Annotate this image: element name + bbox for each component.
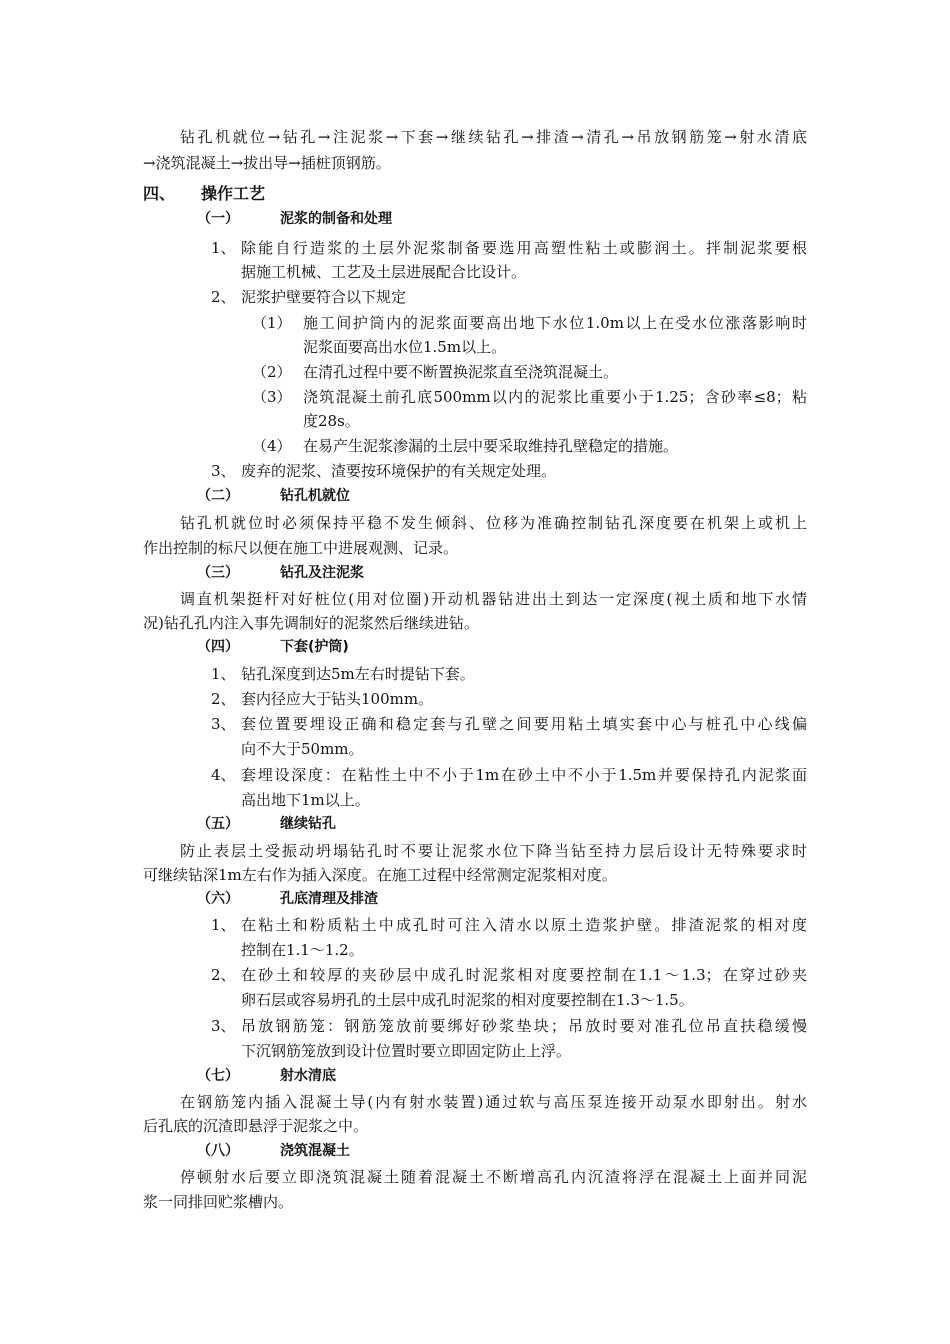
subsection-4-title: 下套(护筒) xyxy=(280,639,349,655)
intro-line-2: →浇筑混凝土→拔出导→插桩顶钢筋。 xyxy=(143,154,391,172)
subsection-1-title: 泥浆的制备和处理 xyxy=(280,211,392,227)
item-number: 4、 xyxy=(211,766,236,784)
subsection-8-number: （八） xyxy=(197,1143,239,1159)
paragraph-line: 调直机架挺杆对好桩位(用对位圈)开动机器钻进出土到达一定深度(视土质和地下水情 xyxy=(180,590,807,608)
subitem-number: （2） xyxy=(252,363,292,381)
subsection-7-title: 射水清底 xyxy=(280,1068,336,1084)
item-number: 3、 xyxy=(211,715,236,733)
subsection-1-number: （一） xyxy=(197,211,239,227)
item-text: 在砂土和较厚的夹砂层中成孔时泥浆相对度要控制在1.1～1.3；在穿过砂夹 xyxy=(241,966,807,984)
paragraph-line: 浆一同排回贮浆槽内。 xyxy=(143,1193,294,1211)
subitem-number: （3） xyxy=(252,388,292,406)
section-title: 操作工艺 xyxy=(201,184,266,203)
subsection-7-number: （七） xyxy=(197,1068,239,1084)
item-text: 向不大于50mm。 xyxy=(241,740,364,758)
paragraph-line: 在钢筋笼内插入混凝土导(内有射水装置)通过软与高压泵连接开动泵水即射出。射水 xyxy=(180,1093,807,1111)
subitem-number: （1） xyxy=(252,314,292,332)
subsection-6-number: （六） xyxy=(197,891,239,907)
item-text: 套埋设深度：在粘性土中不小于1m在砂土中不小于1.5m并要保持孔内泥浆面 xyxy=(241,766,807,784)
item-text: 高出地下1m以上。 xyxy=(241,791,370,809)
subitem-text: 施工间护筒内的泥浆面要高出地下水位1.0m以上在受水位涨落影响时 xyxy=(303,314,807,332)
item-text: 在粘土和粉质粘土中成孔时可注入清水以原土造浆护壁。排渣泥浆的相对度 xyxy=(241,916,807,934)
subsection-5-title: 继续钻孔 xyxy=(280,816,336,832)
item-number: 2、 xyxy=(211,288,236,306)
item-number: 2、 xyxy=(211,690,236,708)
item-text: 控制在1.1～1.2。 xyxy=(241,941,364,959)
item-text: 套位置要埋设正确和稳定套与孔壁之间要用粘土填实套中心与桩孔中心线偏 xyxy=(241,715,807,733)
item-text: 除能自行造浆的土层外泥浆制备要选用高塑性粘土或膨润土。拌制泥浆要根 xyxy=(241,239,807,257)
subitem-text: 浇筑混凝土前孔底500mm以内的泥浆比重要小于1.25；含砂率≤8；粘 xyxy=(303,388,807,406)
subsection-8-title: 浇筑混凝土 xyxy=(280,1143,350,1159)
item-text: 吊放钢筋笼：钢筋笼放前要绑好砂浆垫块；吊放时要对准孔位吊直扶稳缓慢 xyxy=(241,1017,807,1035)
subitem-text: 泥浆面要高出水位1.5m以上。 xyxy=(303,338,507,356)
item-number: 1、 xyxy=(211,916,236,934)
item-text: 卵石层或容易坍孔的土层中成孔时泥浆的相对度要控制在1.3～1.5。 xyxy=(241,991,694,1009)
subitem-text: 在清孔过程中要不断置换泥浆直至浇筑混凝土。 xyxy=(303,363,619,381)
paragraph-line: 可继续钻深1m左右作为插入深度。在施工过程中经常测定泥浆相对度。 xyxy=(143,866,617,884)
subsection-5-number: （五） xyxy=(197,816,239,832)
item-number: 2、 xyxy=(211,966,236,984)
item-text: 废弃的泥浆、渣要按环境保护的有关规定处理。 xyxy=(241,462,557,480)
paragraph-line: 防止表层土受振动坍塌钻孔时不要让泥浆水位下降当钻至持力层后设计无特殊要求时 xyxy=(180,842,807,860)
subsection-2-title: 钻孔机就位 xyxy=(280,488,350,504)
subsection-3-title: 钻孔及注泥浆 xyxy=(280,565,364,581)
subsection-2-number: （二） xyxy=(197,488,239,504)
item-text: 泥浆护壁要符合以下规定 xyxy=(241,288,407,306)
item-text: 钻孔深度到达5m左右时提钻下套。 xyxy=(241,665,475,683)
section-number: 四、 xyxy=(143,184,176,203)
item-text: 据施工机械、工艺及土层进展配合比设计。 xyxy=(241,263,527,281)
item-text: 下沉钢筋笼放到设计位置时要立即固定防止上浮。 xyxy=(241,1042,572,1060)
item-number: 1、 xyxy=(211,665,236,683)
subitem-text: 度28s。 xyxy=(303,412,360,430)
paragraph-line: 钻孔机就位时必须保持平稳不发生倾斜、位移为准确控制钻孔深度要在机架上或机上 xyxy=(180,514,807,532)
intro-line-1: 钻孔机就位→钻孔→注泥浆→下套→继续钻孔→排渣→清孔→吊放钢筋笼→射水清底 xyxy=(180,128,807,146)
paragraph-line: 况)钻孔孔内注入事先调制好的泥浆然后继续进钻。 xyxy=(143,614,479,632)
item-number: 3、 xyxy=(211,1017,236,1035)
paragraph-line: 后孔底的沉渣即悬浮于泥浆之中。 xyxy=(143,1117,369,1135)
item-number: 1、 xyxy=(211,239,236,257)
item-text: 套内径应大于钻头100mm。 xyxy=(241,690,434,708)
subitem-text: 在易产生泥浆渗漏的土层中要采取维持孔壁稳定的措施。 xyxy=(303,437,679,455)
subsection-6-title: 孔底清理及排渣 xyxy=(280,891,378,907)
subsection-4-number: （四） xyxy=(197,639,239,655)
subitem-number: （4） xyxy=(252,437,292,455)
paragraph-line: 作出控制的标尺以便在施工中进展观测、记录。 xyxy=(143,539,459,557)
paragraph-line: 停顿射水后要立即浇筑混凝土随着混凝土不断增高孔内沉渣将浮在混凝土上面并同泥 xyxy=(180,1168,807,1186)
item-number: 3、 xyxy=(211,462,236,480)
subsection-3-number: （三） xyxy=(197,565,239,581)
